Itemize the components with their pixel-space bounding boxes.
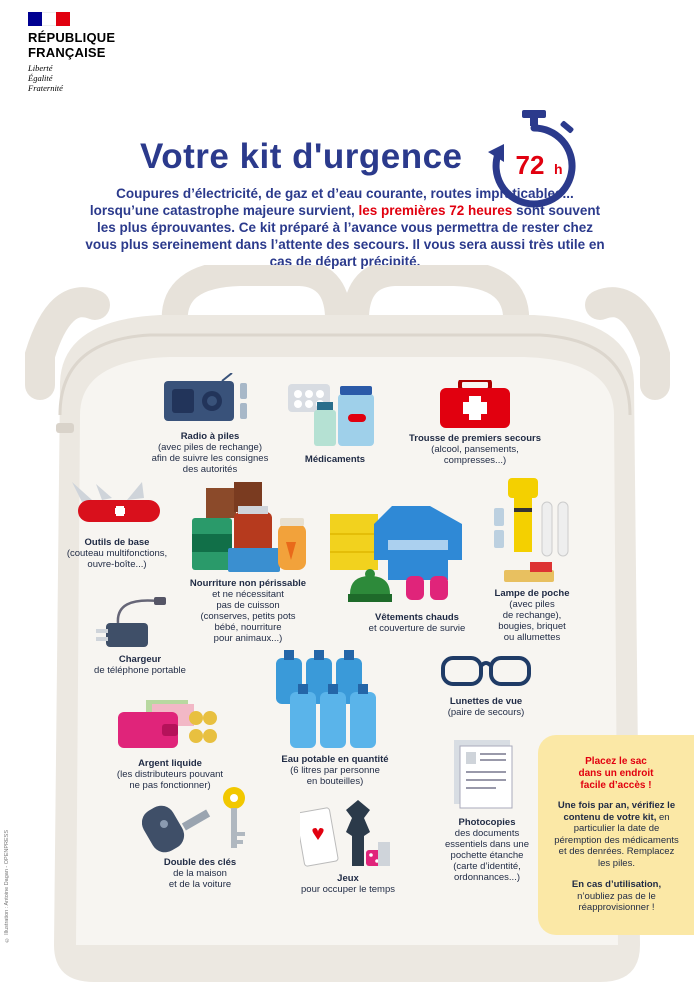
glasses-icon <box>440 652 532 688</box>
timer-label: 72 <box>515 150 545 180</box>
cash-wallet-icon <box>116 698 226 750</box>
tip-body: Une fois par an, vérifiez le contenu de votre kit, en particulier la date de péremption des médicaments et des denrées. Remplacez les piles. En cas d’utilisation, n’oubliez pas de le réapprovisionner ! <box>554 800 679 913</box>
logo-text: RÉPUBLIQUE FRANÇAISE <box>28 30 116 60</box>
medicine-icon <box>288 380 380 450</box>
flashlight-icon <box>490 478 574 584</box>
water-bottles-icon <box>272 648 394 752</box>
page-title: Votre kit d'urgence <box>140 137 463 176</box>
item-argent: Argent liquide (les distributeurs pouvant ne pas fonctionner) <box>116 758 224 791</box>
item-trousse: Trousse de premiers secours (alcool, pansements, compresses...) <box>408 433 541 466</box>
warm-clothes-icon <box>330 500 466 608</box>
item-eau: Eau potable en quantité (6 litres par personne en bouteilles) <box>281 754 389 787</box>
item-nourriture: Nourriture non périssable et ne nécessitant pas de cuisson (conserves, petits pots bébé, nourriture pour animaux...) <box>189 578 307 644</box>
keys-icon <box>142 786 252 856</box>
item-lunettes: Lunettes de vue (paire de secours) <box>447 696 525 718</box>
item-chargeur: Chargeur de téléphone portable <box>94 654 186 676</box>
first-aid-kit-icon <box>440 380 510 428</box>
phone-charger-icon <box>96 595 176 649</box>
intro-text: Coupures d’électricité, de gaz et d’eau courante, routes impraticables... lorsqu’une catastrophe majeure survient, les premières 72 heures sont souvent les plus éprouvantes. Ce kit préparé à l’avance vous permettra de rester chez vous plus sereinement dans l’attente des secours. Il vous sera aussi très utile en cas de départ précipité. <box>85 186 605 269</box>
item-photocopies: Photocopies des documents essentiels dans une pochette étanche (carte d’identité, ordonnances...) <box>445 817 529 883</box>
radio-icon <box>162 373 254 425</box>
item-outils: Outils de base (couteau multifonctions, ouvre-boîte...) <box>66 537 168 570</box>
food-cans-icon <box>186 482 310 574</box>
item-jeux: Jeux pour occuper le temps <box>301 873 395 895</box>
tip-headline: Placez le sac dans un endroit facile d’accès ! <box>578 756 654 791</box>
timer-unit: h <box>554 161 563 177</box>
item-radio: Radio à piles (avec piles de rechange) afin de suivre les consignes des autorités <box>151 431 269 475</box>
documents-icon <box>452 738 518 810</box>
multitool-knife-icon <box>72 482 162 530</box>
games-icon <box>300 796 392 868</box>
logo-motto: Liberté Égalité Fraternité <box>28 63 63 93</box>
republique-francaise-logo-flag <box>28 12 70 26</box>
item-vetements: Vêtements chauds et couverture de survie <box>368 612 466 634</box>
item-medicaments: Médicaments <box>304 454 366 465</box>
intro-highlight: les premières 72 heures <box>358 203 513 218</box>
item-lampe: Lampe de poche (avec piles de rechange), bougies, briquet ou allumettes <box>494 588 570 643</box>
item-cles: Double des clés de la maison et de la voiture <box>163 857 237 890</box>
illustration-credit: © Illustration : Antoine Dagan - OPENPRESS <box>4 830 10 943</box>
